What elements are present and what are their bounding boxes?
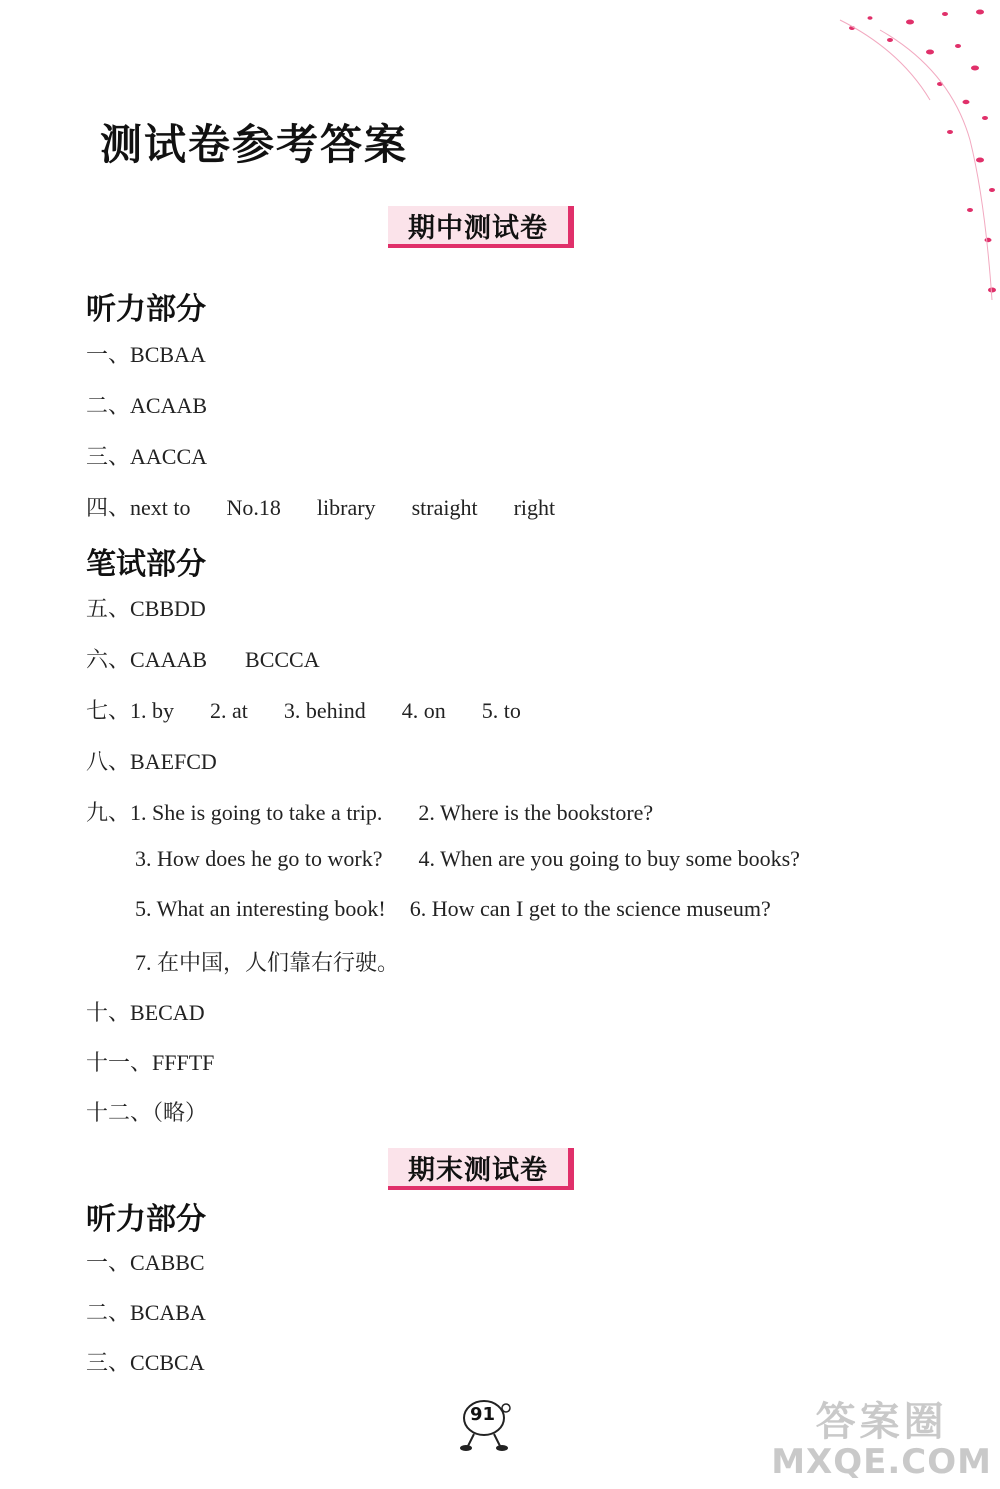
answer: CABBC (130, 1250, 205, 1275)
answer-sentence: 1. She is going to take a trip. (130, 800, 383, 825)
petal-decoration (730, 0, 1000, 310)
midterm-q9-line1 (86, 796, 653, 827)
answer: （略） (152, 1100, 208, 1125)
question-number: 三、 (86, 1350, 131, 1375)
midterm-q5 (86, 592, 206, 623)
midterm-banner: 期中测试卷 (388, 206, 574, 248)
midterm-written-heading: 笔试部分 (86, 547, 206, 582)
question-number: 三、 (86, 444, 131, 469)
final-q2 (86, 1296, 206, 1327)
answer-item: next to (130, 495, 191, 520)
midterm-q7 (86, 694, 521, 725)
watermark (771, 1400, 992, 1481)
question-number: 八、 (86, 749, 131, 774)
midterm-q8 (86, 745, 217, 776)
answer: BCBAA (130, 342, 206, 367)
page-title: 测试卷参考答案 (100, 120, 409, 169)
question-number: 五、 (86, 596, 131, 621)
answer-sentence: 3. How does he go to work? (135, 846, 383, 871)
answer-sentence: 5. What an interesting book! (135, 896, 386, 921)
midterm-listening-heading: 听力部分 (86, 292, 206, 327)
answer-item: right (513, 495, 556, 520)
midterm-q1 (86, 338, 206, 369)
page-number: 91 (470, 1404, 496, 1425)
midterm-q2 (86, 389, 207, 420)
watermark-logo-text: 答案圈 (815, 1398, 948, 1445)
midterm-q10 (86, 996, 205, 1027)
answer-item: 3. behind (283, 698, 366, 723)
answer-item: library (316, 495, 376, 520)
midterm-q4 (86, 491, 555, 522)
answer-sentence: 6. How can I get to the science museum? (409, 896, 771, 921)
question-number: 二、 (86, 1300, 131, 1325)
midterm-q9-line4 (135, 946, 399, 977)
answer: CAAAB (130, 647, 208, 672)
question-number: 七、 (86, 698, 131, 723)
midterm-q3 (86, 440, 207, 471)
answer-item: 1. by (130, 698, 175, 723)
question-number: 一、 (86, 1250, 131, 1275)
question-number: 一、 (86, 342, 131, 367)
answer-item: No.18 (226, 495, 281, 520)
final-q1 (86, 1246, 205, 1277)
question-number: 九、 (86, 800, 131, 825)
answer-item: straight (411, 495, 478, 520)
answer-item: 4. on (401, 698, 446, 723)
answer-item: 5. to (481, 698, 521, 723)
question-number: 二、 (86, 393, 131, 418)
answer-sentence: 7. 在中国，人们靠右行驶。 (135, 950, 400, 975)
question-number: 十、 (86, 1000, 131, 1025)
answer: AACCA (130, 444, 208, 469)
question-number: 十一、 (86, 1050, 153, 1075)
answer: ACAAB (130, 393, 208, 418)
midterm-q9-line3 (135, 896, 771, 922)
answer: BCABA (130, 1300, 206, 1325)
midterm-q9-line2 (135, 846, 800, 872)
answer: CCBCA (130, 1350, 205, 1375)
answer-sentence: 4. When are you going to buy some books? (418, 846, 800, 871)
question-number: 六、 (86, 647, 131, 672)
midterm-q11 (86, 1046, 214, 1077)
final-listening-heading: 听力部分 (86, 1202, 206, 1237)
answer: BECAD (130, 1000, 205, 1025)
answer: BAEFCD (130, 749, 217, 774)
question-number: 十二、 (86, 1100, 153, 1125)
final-q3 (86, 1346, 205, 1377)
answer: CBBDD (130, 596, 206, 621)
answer: FFFTF (152, 1050, 215, 1075)
watermark-url: MXQE.COM (771, 1441, 992, 1482)
answer-sentence: 2. Where is the bookstore? (418, 800, 654, 825)
answer: BCCCA (245, 647, 320, 672)
midterm-q6 (86, 643, 320, 674)
answer-item: 2. at (210, 698, 248, 723)
midterm-q12 (86, 1096, 207, 1127)
question-number: 四、 (86, 495, 131, 520)
final-banner: 期末测试卷 (388, 1148, 574, 1190)
